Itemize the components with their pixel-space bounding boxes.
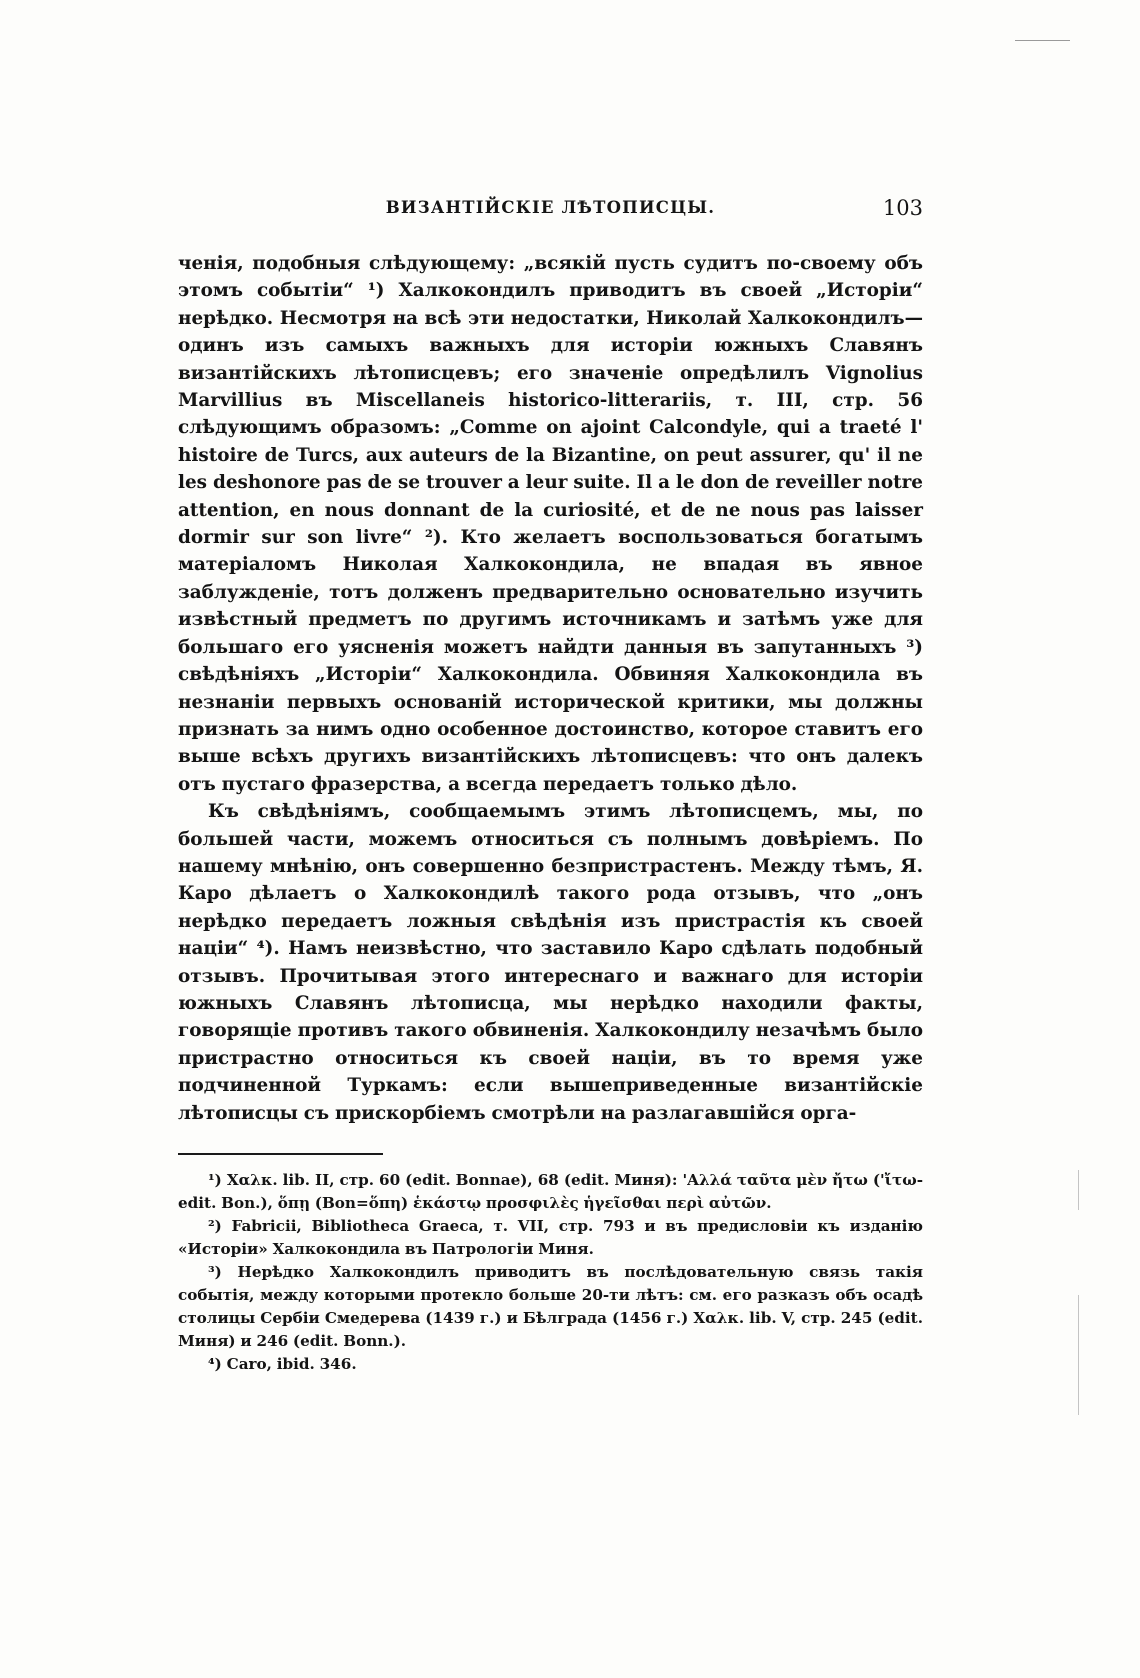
footnotes: [178, 1169, 923, 1376]
footnote-4: ⁴) Caro, ibid. 346.: [208, 1355, 357, 1373]
paragraph: Къ свѣдѣніямъ, сообщаемымъ этимъ лѣтописцемъ, мы, по большей части, можемъ относиться съ полнымъ довѣріемъ. По нашему мнѣнію, онъ совершенно безпристрастенъ. Между тѣмъ, Я. Каро дѣлаетъ о Халкокондилѣ такого рода отзывъ, что „онъ нерѣдко передаетъ ложныя свѣдѣнія изъ пристрастія къ своей націи“ ⁴). Намъ неизвѣстно, что заставило Каро сдѣлать подобный отзывъ. Прочитывая этого интереснаго и важнаго для исторіи южныхъ Славянъ лѣтописца, мы нерѣдко находили факты, говорящіе противъ такого обвиненія. Халкокондилу незачѣмъ было пристрастно относиться къ своей націи, въ то время уже подчиненной Туркамъ: если вышеприведенные византійскіе лѣтописцы съ прискорбіемъ смотрѣли на разлагавшійся орга-: [178, 801, 923, 1124]
main-text: [178, 250, 923, 1127]
page-number: 103: [882, 196, 923, 220]
footnote-1: ¹) Χαλκ. lib. II, стр. 60 (edit. Bonnae), 68 (edit. Миня): 'Αλλά ταῦτα μὲν ἤτω ('ἴτω-edit. Bon.), ὅπῃ (Bon=ὅπη) ἑκάστῳ προσφιλὲς ἡγεῖσθαι περὶ αὐτῶν.: [178, 1171, 923, 1212]
running-head: [178, 196, 923, 230]
footnote-separator: [178, 1153, 383, 1155]
footnote-3: ³) Нерѣдко Халкокондилъ приводитъ въ послѣдовательную связь такія событія, между которыми протекло больше 20-ти лѣтъ: см. его разказъ объ осадѣ столицы Сербіи Смедерева (1439 г.) и Бѣлграда (1456 г.) Χαλκ. lib. V, стр. 245 (edit. Миня) и 246 (edit. Bonn.).: [178, 1263, 923, 1350]
book-page: [178, 196, 923, 1376]
scan-margin-rule: [1015, 40, 1070, 41]
running-head-title: ВИЗАНТІЙСКІЕ ЛѢТОПИСЦЫ.: [385, 198, 716, 217]
scan-edge-mark: [1078, 1295, 1079, 1415]
footnote-2: ²) Fabricii, Bibliotheca Graeca, т. VII, стр. 793 и въ предисловіи къ изданію «Исторіи» Халкокондила въ Патрологіи Миня.: [178, 1217, 923, 1258]
scan-edge-mark: [1078, 1170, 1079, 1210]
paragraph: ченія, подобныя слѣдующему: „всякій пусть судитъ по-своему объ этомъ событіи“ ¹) Халкокондилъ приводитъ въ своей „Исторіи“ нерѣдко. Несмотря на всѣ эти недостатки, Николай Халкокондилъ—одинъ изъ самыхъ важныхъ для исторіи южныхъ Славянъ византійскихъ лѣтописцевъ; его значеніе опредѣлилъ Vignolius Marvillius въ Miscellaneis historico-litterariis, т. III, стр. 56 слѣдующимъ образомъ: „Comme on ajoint Calcondyle, qui a traeté l' histoire de Turcs, aux auteurs de la Bizantine, on peut assurer, qu' il ne les deshonore pas de se trouver a leur suite. Il a le don de reveiller notre attention, en nous donnant de la curiosité, et de ne nous pas laisser dormir sur son livre“ ²). Кто желаетъ воспользоваться богатымъ матеріаломъ Николая Халкокондила, не впадая въ явное заблужденіе, тотъ долженъ предварительно основательно изучить извѣстный предметъ по другимъ источникамъ и затѣмъ уже для большаго его уясненія можетъ найдти данныя въ запутанныхъ ³) свѣдѣніяхъ „Исторіи“ Халкокондила. Обвиняя Халкокондила въ незнаніи первыхъ основаній исторической критики, мы должны признать за нимъ одно особенное достоинство, которое ставитъ его выше всѣхъ другихъ византійскихъ лѣтописцевъ: что онъ далекъ отъ пустаго фразерства, а всегда передаетъ только дѣло.: [178, 253, 923, 795]
